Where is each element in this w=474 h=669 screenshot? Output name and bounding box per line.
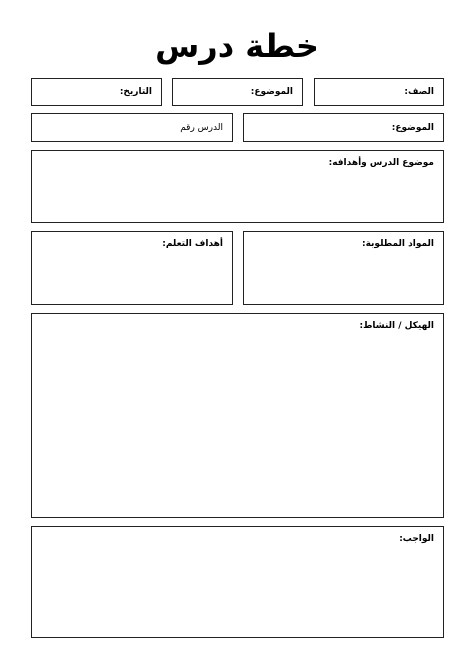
structure-activity-label: الهيكل / النشاط: <box>359 321 434 331</box>
lesson-topic-goals-field[interactable] <box>31 150 444 223</box>
subject-label: الموضوع: <box>250 87 293 97</box>
learning-goals-field[interactable] <box>31 231 233 305</box>
learning-goals-label: أهداف التعلم: <box>162 239 223 249</box>
materials-label: المواد المطلوبة: <box>362 239 434 249</box>
subject-field[interactable] <box>172 78 303 106</box>
homework-label: الواجب: <box>399 534 434 544</box>
homework-field[interactable] <box>31 526 444 638</box>
lesson-topic-goals-label: موضوع الدرس وأهدافه: <box>328 158 434 168</box>
grade-field[interactable] <box>314 78 444 106</box>
structure-activity-field[interactable] <box>31 313 444 518</box>
lesson-number-label: الدرس رقم <box>180 122 223 133</box>
date-field[interactable] <box>31 78 162 106</box>
materials-field[interactable] <box>243 231 444 305</box>
topic-label: الموضوع: <box>391 122 434 133</box>
page-title: خطة درس <box>155 27 319 65</box>
date-label: التاريخ: <box>119 87 152 97</box>
lesson-number-field[interactable] <box>31 113 233 142</box>
topic-field[interactable] <box>243 113 444 142</box>
grade-label: الصف: <box>404 87 434 97</box>
